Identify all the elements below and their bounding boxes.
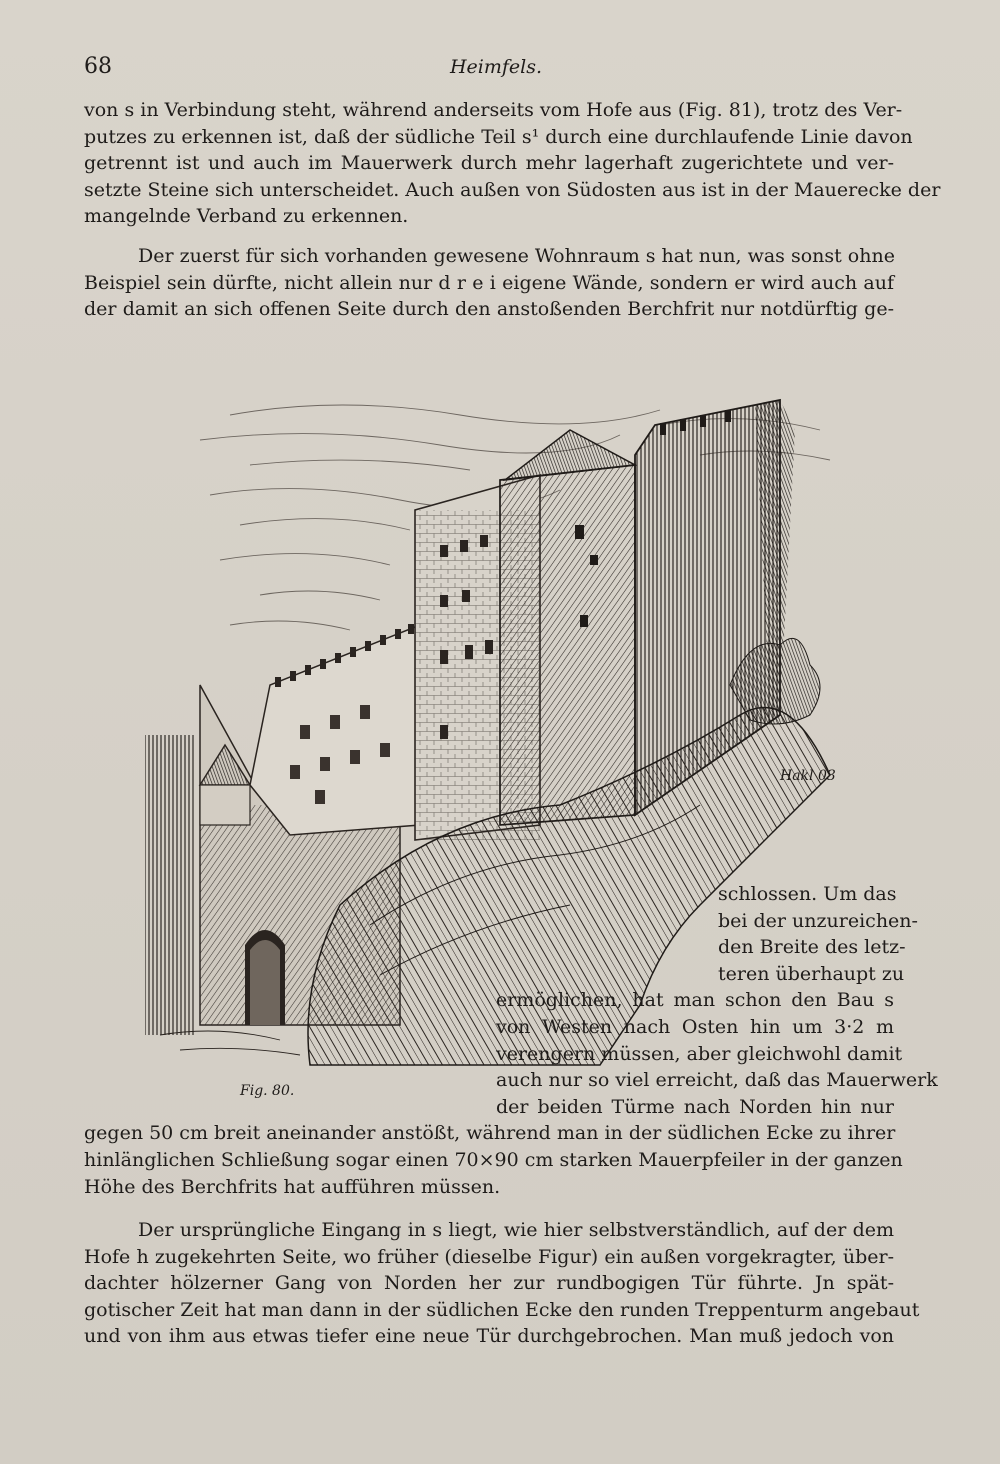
text-line: von Westen nach Osten hin um 3·2 m — [496, 1015, 894, 1038]
paragraph-3 — [84, 881, 938, 1200]
text-line: Der ursprüngliche Eingang in s liegt, wie hier selbstverständlich, auf der dem — [138, 1219, 894, 1241]
text-line: dachter hölzerner Gang von Norden her zur rundbogigen Tür führte. Jn spät- — [84, 1272, 894, 1295]
text-line: mangelnde Verband zu erkennen. — [84, 205, 409, 228]
text-line: auch nur so viel erreicht, daß das Mauerwerk — [496, 1069, 938, 1092]
paragraph-4 — [84, 1217, 920, 1350]
figure-caption: Fig. 80. — [240, 1083, 295, 1099]
text-line: von s in Verbindung steht, während anderseits vom Hofe aus (Fig. 81), trotz des Ver- — [84, 99, 903, 121]
text-line: den Breite des letz- — [718, 936, 906, 959]
page-number: 68 — [84, 54, 112, 79]
text-line: setzte Steine sich unterscheidet. Auch außen von Südosten aus ist in der Mauerecke der — [84, 178, 941, 201]
text-line: und von ihm aus etwas tiefer eine neue Tür durchgebrochen. Man muß jedoch von — [84, 1325, 894, 1348]
text-line: bei der unzureichen- — [718, 909, 918, 932]
text-line: Beispiel sein dürfte, nicht allein nur d r e i eigene Wände, sondern er wird auch auf — [84, 271, 894, 294]
artist-signature: Hakl 03 — [780, 768, 836, 784]
text-line: hinlänglichen Schließung sogar einen 70×90 cm starken Mauerpfeiler in der ganzen — [84, 1148, 903, 1171]
text-line: der beiden Türme nach Norden hin nur — [496, 1095, 894, 1118]
text-line: der damit an sich offenen Seite durch den anstoßenden Berchfrit nur notdürftig ge- — [84, 298, 894, 321]
paragraph-2 — [84, 243, 894, 323]
text-line: getrennt ist und auch im Mauerwerk durch mehr lagerhaft zugerichtete und ver- — [84, 152, 894, 175]
text-line: Höhe des Berchfrits hat aufführen müssen. — [84, 1175, 501, 1198]
text-line: Hofe h zugekehrten Seite, wo früher (dieselbe Figur) ein außen vorgekragter, über- — [84, 1245, 894, 1268]
text-line: ermöglichen, hat man schon den Bau s — [496, 989, 894, 1012]
text-line: gegen 50 cm breit aneinander anstößt, während man in der südlichen Ecke zu ihrer — [84, 1122, 896, 1145]
text-line: Der zuerst für sich vorhanden gewesene Wohnraum s hat nun, was sonst ohne — [138, 245, 895, 267]
paragraph-1 — [84, 97, 941, 230]
text-line: verengern müssen, aber gleichwohl damit — [496, 1042, 903, 1065]
page-header — [84, 54, 908, 84]
running-head: Heimfels. — [449, 56, 543, 78]
text-line: schlossen. Um das — [718, 883, 897, 905]
text-line: gotischer Zeit hat man dann in der südlichen Ecke den runden Treppenturm angebaut — [84, 1298, 920, 1321]
text-line: teren überhaupt zu — [718, 962, 905, 985]
text-line: putzes zu erkennen ist, daß der südliche Teil s¹ durch eine durchlaufende Linie davon — [84, 125, 913, 148]
